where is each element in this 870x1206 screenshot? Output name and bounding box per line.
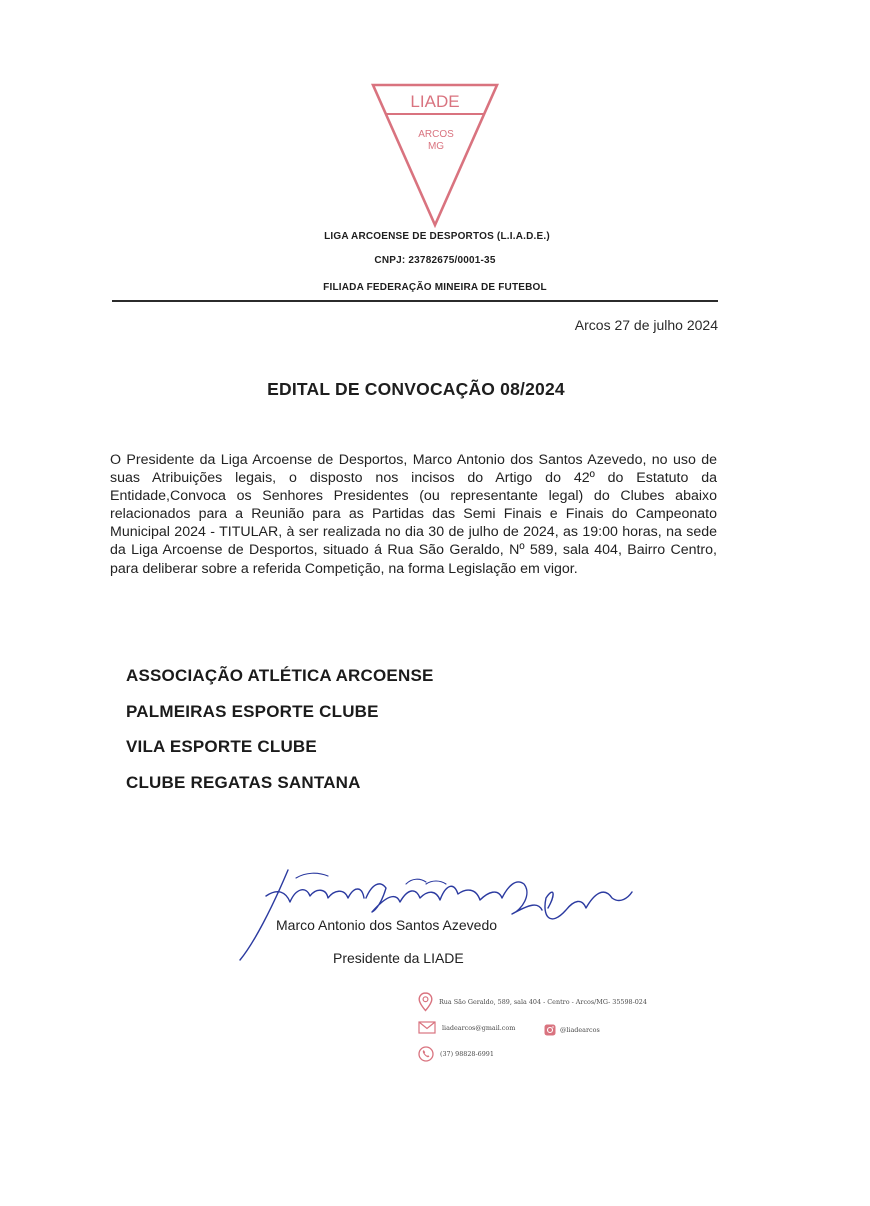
date-line: Arcos 27 de julho 2024	[574, 317, 718, 333]
liade-logo	[370, 82, 500, 228]
club-item: VILA ESPORTE CLUBE	[126, 737, 317, 756]
instagram-icon	[544, 1024, 556, 1036]
cnpj: CNPJ: 23782675/0001-35	[374, 255, 496, 266]
club-item: CLUBE REGATAS SANTANA	[126, 772, 361, 792]
document-title: EDITAL DE CONVOCAÇÃO 08/2024	[267, 379, 565, 399]
footer-phone: (37) 98828-6991	[440, 1050, 494, 1058]
logo-state: MG	[427, 141, 445, 152]
signer-role: Presidente da LIADE	[333, 950, 464, 966]
footer-email[interactable]: liadearcos@gmail.com	[442, 1023, 516, 1032]
header-divider	[112, 300, 718, 302]
signer-name: Marco Antonio dos Santos Azevedo	[276, 917, 498, 933]
footer-email-row	[418, 1021, 515, 1034]
footer-address: Rua São Geraldo, 589, sala 404 - Centro - Arcos/MG- 35598-024	[439, 998, 647, 1006]
club-item: ASSOCIAÇÃO ATLÉTICA ARCOENSE	[126, 666, 434, 685]
triangle-emblem-icon	[370, 82, 500, 228]
club-item: PALMEIRAS ESPORTE CLUBE	[126, 701, 379, 721]
phone-icon	[418, 1046, 434, 1062]
body-paragraph: O Presidente da Liga Arcoense de Desportos, Marco Antonio dos Santos Azevedo, no uso de suas Atribuições legais, o disposto nos incisos do Artigo do 42º do Estatuto da Entidade,Convoca os Senhores Presidentes (ou representante legal) do Clubes abaixo relacionados para a Reunião para as Partidas das Semi Finais e Finais do Campeonato Municipal 2024 - TITULAR, à ser realizada no dia 30 de julho de 2024, as 19:00 horas, na sede da Liga Arcoense de Desportos, situado á Rua São Geraldo, Nº 589, sala 404, Bairro Centro, para deliberar sobre a referida Competição, na forma Legislação em vigor.	[110, 452, 717, 577]
affiliation: FILIADA FEDERAÇÃO MINEIRA DE FUTEBOL	[323, 282, 547, 293]
envelope-icon	[418, 1021, 436, 1034]
footer-instagram[interactable]: @liadearcos	[560, 1026, 600, 1034]
club-list	[126, 664, 434, 806]
footer-phone-row	[418, 1046, 494, 1062]
logo-abbr: LIADE	[410, 92, 460, 111]
location-pin-icon	[418, 992, 433, 1012]
org-name: LIGA ARCOENSE DE DESPORTOS (L.I.A.D.E.)	[324, 231, 550, 242]
logo-city: ARCOS	[418, 129, 454, 140]
footer-instagram-row	[544, 1024, 600, 1036]
footer-address-row	[418, 992, 647, 1012]
